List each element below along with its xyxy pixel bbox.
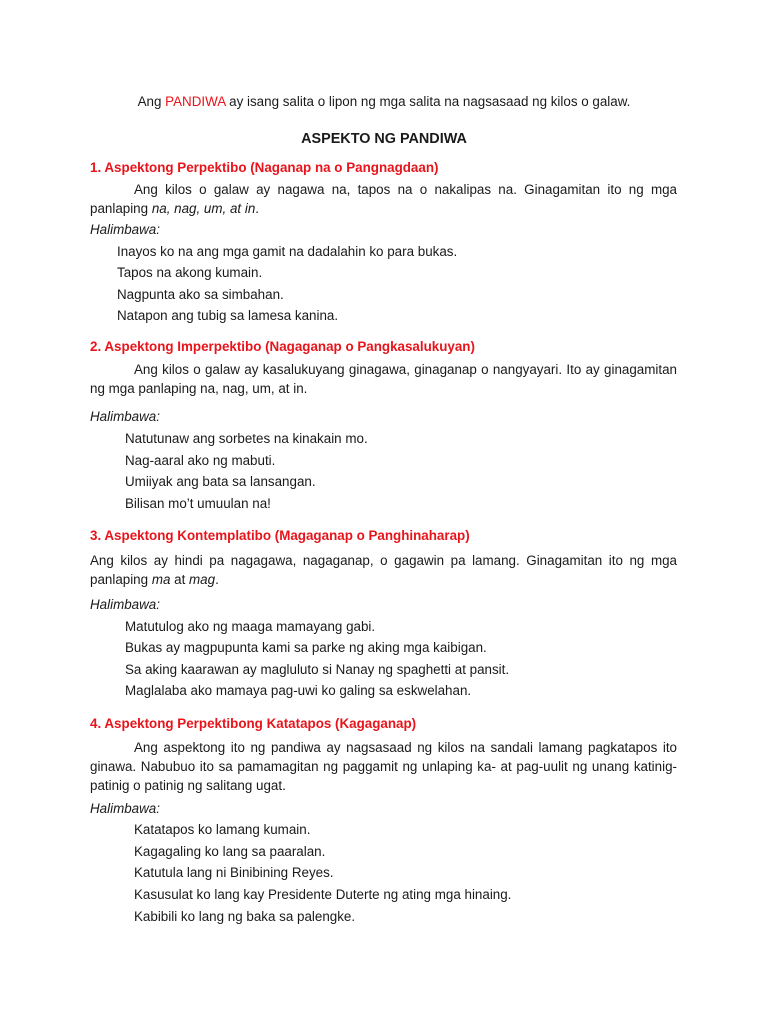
section-1-heading: 1. Aspektong Perpektibo (Naganap na o Pangnagdaan): [90, 160, 439, 175]
list-item: Umiiyak ang bata sa lansangan.: [125, 474, 316, 489]
list-item: Inayos ko na ang mga gamit na dadalahin ko para bukas.: [117, 244, 458, 259]
section-3-heading: 3. Aspektong Kontemplatibo (Magaganap o Panghinaharap): [90, 528, 470, 543]
intro-sentence: [0, 94, 768, 109]
section-1-description: Ang kilos o galaw ay nagawa na, tapos na o nakalipas na. Ginagamitan ito ng mga panlaping na, nag, um, at in.: [90, 182, 677, 216]
list-item: Katutula lang ni Binibining Reyes.: [134, 865, 334, 880]
section-2-heading: 2. Aspektong Imperpektibo (Nagaganap o Pangkasalukuyan): [90, 339, 475, 354]
section-2-description: Ang kilos o galaw ay kasalukuyang ginagawa, ginaganap o nangyayari. Ito ay ginagamitan ng mga panlaping na, nag, um, at in.: [90, 362, 677, 396]
list-item: Sa aking kaarawan ay magluluto si Nanay ng spaghetti at pansit.: [125, 662, 510, 677]
section-4-halimbawa-label: Halimbawa:: [90, 801, 160, 816]
list-item: Kabibili ko lang ng baka sa palengke.: [134, 909, 356, 924]
list-item: Natutunaw ang sorbetes na kinakain mo.: [125, 431, 368, 446]
section-2-halimbawa-label: Halimbawa:: [90, 409, 160, 424]
list-item: Katatapos ko lamang kumain.: [134, 822, 311, 837]
section-1-halimbawa-label: Halimbawa:: [90, 222, 160, 237]
page-title: ASPEKTO NG PANDIWA: [301, 131, 467, 147]
intro-pre: Ang: [137, 94, 166, 109]
section-4-heading: 4. Aspektong Perpektibong Katatapos (Kagaganap): [90, 716, 417, 731]
list-item: Maglalaba ako mamaya pag-uwi ko galing sa eskwelahan.: [125, 683, 472, 698]
list-item: Nag-aaral ako ng mabuti.: [125, 453, 276, 468]
list-item: Bukas ay magpupunta kami sa parke ng aking mga kaibigan.: [125, 640, 487, 655]
list-item: Tapos na akong kumain.: [117, 265, 263, 280]
section-4-description: Ang aspektong ito ng pandiwa ay nagsasaad ng kilos na sandali lamang pagkatapos ito ginawa. Nabubuo ito sa pamamagitan ng paggamit ng unlaping ka- at pag-uulit ng unang katinig-patinig o patinig ng salitang ugat.: [90, 740, 677, 793]
list-item: Bilisan mo’t umuulan na!: [125, 496, 271, 511]
intro-post: ay isang salita o lipon ng mga salita na nagsasaad ng kilos o galaw.: [225, 94, 631, 109]
list-item: Matutulog ako ng maaga mamayang gabi.: [125, 619, 376, 634]
list-item: Kagagaling ko lang sa paaralan.: [134, 844, 326, 859]
list-item: Kasusulat ko lang kay Presidente Duterte ng ating mga hinaing.: [134, 887, 512, 902]
list-item: Natapon ang tubig sa lamesa kanina.: [117, 308, 339, 323]
section-3-description: Ang kilos ay hindi pa nagagawa, nagaganap, o gagawin pa lamang. Ginagamitan ito ng mga panlaping ma at mag.: [90, 553, 677, 587]
intro-highlight: PANDIWA: [165, 94, 226, 109]
list-item: Nagpunta ako sa simbahan.: [117, 287, 284, 302]
section-3-halimbawa-label: Halimbawa:: [90, 597, 160, 612]
